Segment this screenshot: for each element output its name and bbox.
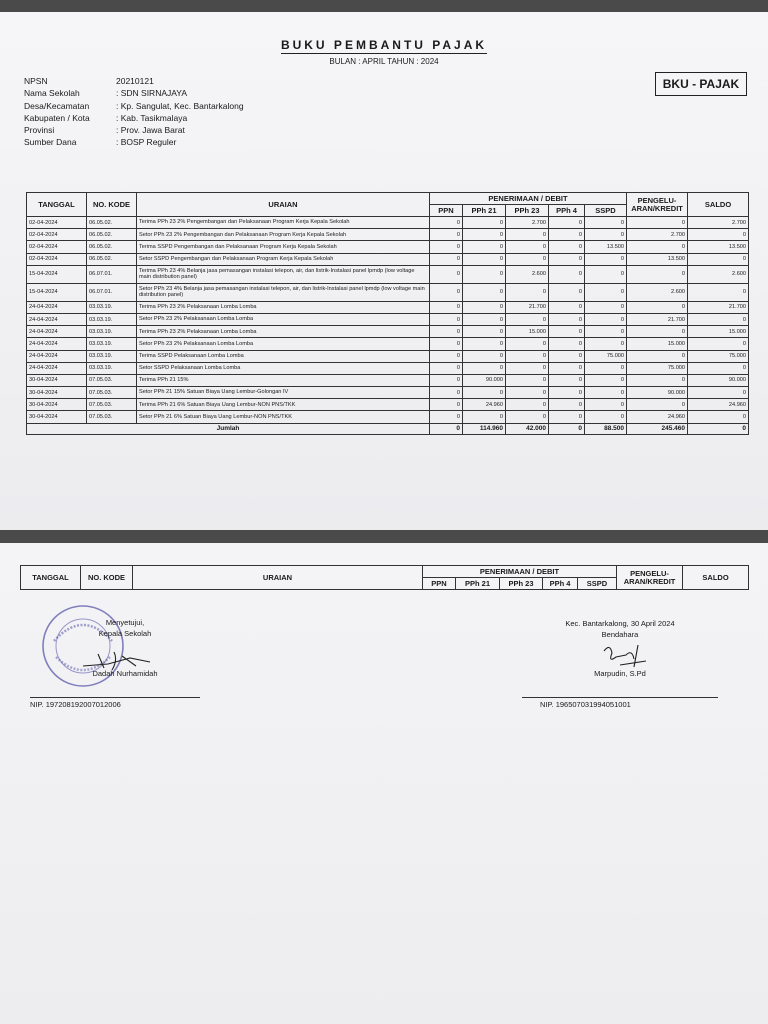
document-title: BUKU PEMBANTU PAJAK (280, 38, 488, 52)
table-row (27, 411, 749, 423)
table-row (27, 301, 749, 313)
cell-pph4: 0 (549, 387, 585, 399)
cell-ppn: 0 (430, 229, 463, 241)
cell-sspd: 0 (585, 399, 627, 411)
cell-pph21: 0 (463, 313, 506, 325)
cell-pph23: 21.700 (506, 301, 549, 313)
cell-kredit: 2.700 (627, 229, 688, 241)
right-signatory-title: Bendahara (601, 630, 639, 639)
cell-pph21: 0 (463, 265, 506, 283)
cell-sspd: 0 (585, 229, 627, 241)
table-row (27, 241, 749, 253)
cell-sspd: 0 (585, 301, 627, 313)
cell-kredit: 13.500 (627, 253, 688, 265)
cell-ppn: 0 (430, 374, 463, 386)
cell-uraian: Terima PPh 23 2% Pelaksanaan Lomba Lomba (137, 301, 430, 313)
cell-kredit: 0 (627, 241, 688, 253)
header-ppn-p2: PPN (423, 578, 456, 590)
cell-kredit: 0 (627, 326, 688, 338)
table-row (27, 350, 749, 362)
header-uraian: URAIAN (137, 193, 430, 217)
cell-tanggal: 30-04-2024 (27, 374, 87, 386)
cell-sspd: 0 (585, 326, 627, 338)
cell-pph21: 0 (463, 411, 506, 423)
header-kode-p2: NO. KODE (81, 566, 133, 590)
cell-ppn: 0 (430, 350, 463, 362)
cell-saldo: 15.000 (688, 326, 749, 338)
cell-pph4: 0 (549, 265, 585, 283)
total-pph23: 42.000 (506, 423, 549, 434)
total-pph21: 114.960 (463, 423, 506, 434)
cell-pph23: 2.700 (506, 217, 549, 229)
cell-sspd: 0 (585, 253, 627, 265)
left-signatory-name: Dadah Nurhamidah (92, 669, 158, 678)
cell-ppn: 0 (430, 241, 463, 253)
cell-kode: 06.05.02. (87, 217, 137, 229)
cell-pph4: 0 (549, 301, 585, 313)
cell-tanggal: 02-04-2024 (27, 253, 87, 265)
cell-tanggal: 02-04-2024 (27, 229, 87, 241)
cell-pph4: 0 (549, 229, 585, 241)
cell-sspd: 75.000 (585, 350, 627, 362)
info-row-province: Provinsi : Prov. Jawa Barat (24, 125, 185, 136)
left-signatory-title2: Kepala Sekolah (98, 629, 152, 638)
table-row (27, 362, 749, 374)
cell-kode: 03.03.19. (87, 301, 137, 313)
cell-ppn: 0 (430, 253, 463, 265)
cell-pph4: 0 (549, 326, 585, 338)
right-signatory-name: Marpudin, S.Pd (594, 669, 646, 678)
table-row (27, 217, 749, 229)
cell-sspd: 0 (585, 217, 627, 229)
cell-pph4: 0 (549, 253, 585, 265)
cell-saldo: 2.600 (688, 265, 749, 283)
cell-sspd: 0 (585, 362, 627, 374)
cell-pph21: 0 (463, 362, 506, 374)
tax-ledger-table (26, 192, 749, 435)
total-pph4: 0 (549, 423, 585, 434)
table-row (27, 326, 749, 338)
cell-tanggal: 30-04-2024 (27, 411, 87, 423)
cell-ppn: 0 (430, 283, 463, 301)
cell-pph23: 0 (506, 338, 549, 350)
cell-ppn: 0 (430, 313, 463, 325)
cell-kode: 03.03.19. (87, 338, 137, 350)
header-pph4: PPh 4 (549, 205, 585, 217)
cell-sspd: 0 (585, 338, 627, 350)
table-row (27, 399, 749, 411)
cell-uraian: Setor PPh 23 2% Pelaksanaan Lomba Lomba (137, 338, 430, 350)
cell-ppn: 0 (430, 338, 463, 350)
cell-pph4: 0 (549, 411, 585, 423)
header-pengeluaran-p2: PENGELU-ARAN/KREDIT (617, 566, 683, 590)
month-year-line: BULAN : APRIL TAHUN : 2024 (329, 57, 439, 66)
cell-pph23: 0 (506, 253, 549, 265)
cell-saldo: 0 (688, 229, 749, 241)
header-pph23: PPh 23 (506, 205, 549, 217)
cell-saldo: 0 (688, 313, 749, 325)
table-row (27, 387, 749, 399)
total-kredit: 245.460 (627, 423, 688, 434)
total-saldo: 0 (688, 423, 749, 434)
total-row (27, 423, 749, 434)
cell-tanggal: 24-04-2024 (27, 350, 87, 362)
cell-pph21: 0 (463, 229, 506, 241)
cell-tanggal: 30-04-2024 (27, 387, 87, 399)
header-sspd-p2: SSPD (578, 578, 617, 590)
cell-ppn: 0 (430, 326, 463, 338)
school-info (24, 75, 244, 149)
cell-uraian: Setor SSPD Pengembangan dan Pelaksanaan Program Kerja Kepala Sekolah (137, 253, 430, 265)
cell-uraian: Terima PPh 23 2% Pengembangan dan Pelaksanaan Program Kerja Kepala Sekolah (137, 217, 430, 229)
header-saldo: SALDO (688, 193, 749, 217)
cell-kredit: 21.700 (627, 313, 688, 325)
table-row (27, 283, 749, 301)
header-ppn: PPN (430, 205, 463, 217)
header-pph21-p2: PPh 21 (456, 578, 500, 590)
cell-kode: 06.07.01. (87, 283, 137, 301)
cell-sspd: 0 (585, 313, 627, 325)
cell-uraian: Setor PPh 23 4% Belanja jasa pemasangan instalasi telepon, air, dan listrik-Instalasi panel lpmdp (low voltage main distribution panel) (137, 283, 430, 301)
cell-uraian: Setor PPh 23 2% Pelaksanaan Lomba Lomba (137, 313, 430, 325)
cell-tanggal: 24-04-2024 (27, 362, 87, 374)
cell-kode: 03.03.19. (87, 362, 137, 374)
tax-ledger-header-repeat (20, 565, 749, 590)
cell-kredit: 0 (627, 350, 688, 362)
cell-kredit: 90.000 (627, 387, 688, 399)
cell-kredit: 0 (627, 301, 688, 313)
cell-kredit: 15.000 (627, 338, 688, 350)
cell-ppn: 0 (430, 362, 463, 374)
header-kode: NO. KODE (87, 193, 137, 217)
cell-saldo: 2.700 (688, 217, 749, 229)
cell-uraian: Terima SSPD Pengembangan dan Pelaksanaan Program Kerja Kepala Sekolah (137, 241, 430, 253)
cell-pph23: 0 (506, 374, 549, 386)
cell-pph4: 0 (549, 217, 585, 229)
cell-pph4: 0 (549, 374, 585, 386)
cell-sspd: 0 (585, 283, 627, 301)
cell-saldo: 13.500 (688, 241, 749, 253)
cell-tanggal: 15-04-2024 (27, 283, 87, 301)
cell-pph23: 0 (506, 313, 549, 325)
right-signature-icon (598, 641, 650, 671)
cell-tanggal: 30-04-2024 (27, 399, 87, 411)
cell-pph4: 0 (549, 350, 585, 362)
cell-kredit: 75.000 (627, 362, 688, 374)
cell-kode: 03.03.19. (87, 326, 137, 338)
header-uraian-p2: URAIAN (133, 566, 423, 590)
cell-pph23: 0 (506, 229, 549, 241)
cell-kode: 07.05.03. (87, 387, 137, 399)
table-row (27, 313, 749, 325)
cell-tanggal: 02-04-2024 (27, 241, 87, 253)
cell-saldo: 0 (688, 362, 749, 374)
cell-saldo: 0 (688, 338, 749, 350)
cell-uraian: Setor PPh 21 6% Satuan Biaya Uang Lembur-NON PNS/TKK (137, 411, 430, 423)
cell-saldo: 0 (688, 283, 749, 301)
header-tanggal-p2: TANGGAL (21, 566, 81, 590)
cell-sspd: 0 (585, 265, 627, 283)
cell-kode: 06.07.01. (87, 265, 137, 283)
cell-pph21: 0 (463, 350, 506, 362)
cell-saldo: 21.700 (688, 301, 749, 313)
cell-kode: 03.03.19. (87, 350, 137, 362)
cell-kredit: 0 (627, 265, 688, 283)
left-signatory-nip: NIP. 197208192007012006 (30, 700, 121, 709)
cell-pph4: 0 (549, 313, 585, 325)
header-pph4-p2: PPh 4 (543, 578, 578, 590)
cell-pph4: 0 (549, 362, 585, 374)
table-row (27, 374, 749, 386)
cell-ppn: 0 (430, 301, 463, 313)
cell-saldo: 75.000 (688, 350, 749, 362)
header-sspd: SSPD (585, 205, 627, 217)
cell-pph21: 0 (463, 301, 506, 313)
cell-pph21: 0 (463, 253, 506, 265)
cell-ppn: 0 (430, 265, 463, 283)
cell-pph23: 0 (506, 362, 549, 374)
table-row (27, 253, 749, 265)
right-signature-line (522, 697, 718, 698)
right-place-date: Kec. Bantarkalong, 30 April 2024 (565, 619, 675, 628)
cell-pph21: 0 (463, 283, 506, 301)
cell-uraian: Terima PPh 23 4% Belanja jasa pemasangan instalasi telepon, air, dan listrik-Instalasi panel lpmdp (low voltage main distribution panel) (137, 265, 430, 283)
cell-uraian: Setor SSPD Pelaksanaan Lomba Lomba (137, 362, 430, 374)
cell-pph23: 0 (506, 241, 549, 253)
bku-pajak-badge: BKU - PAJAK (655, 72, 747, 96)
cell-saldo: 0 (688, 387, 749, 399)
cell-uraian: Setor PPh 23 2% Pengembangan dan Pelaksanaan Program Kerja Kepala Sekolah (137, 229, 430, 241)
cell-uraian: Terima PPh 23 2% Pelaksanaan Lomba Lomba (137, 326, 430, 338)
cell-saldo: 24.960 (688, 399, 749, 411)
cell-sspd: 13.500 (585, 241, 627, 253)
header-pengeluaran: PENGELU-ARAN/KREDIT (627, 193, 688, 217)
header-penerimaan-p2: PENERIMAAN / DEBIT (423, 566, 617, 578)
cell-sspd: 0 (585, 374, 627, 386)
table-row (27, 229, 749, 241)
cell-kode: 06.05.02. (87, 253, 137, 265)
cell-uraian: Terima PPh 21 6% Satuan Biaya Uang Lembur-NON PNS/TKK (137, 399, 430, 411)
cell-pph21: 24.960 (463, 399, 506, 411)
cell-kode: 07.05.03. (87, 411, 137, 423)
cell-pph21: 0 (463, 387, 506, 399)
table-row (27, 338, 749, 350)
cell-pph4: 0 (549, 283, 585, 301)
cell-pph23: 0 (506, 283, 549, 301)
cell-pph23: 0 (506, 399, 549, 411)
cell-pph23: 2.600 (506, 265, 549, 283)
cell-kredit: 0 (627, 374, 688, 386)
info-row-fund-source: Sumber Dana : BOSP Reguler (24, 137, 177, 148)
cell-kode: 06.05.02. (87, 241, 137, 253)
header-saldo-p2: SALDO (683, 566, 749, 590)
cell-kredit: 0 (627, 217, 688, 229)
info-row-village: Desa/Kecamatan : Kp. Sangulat, Kec. Bantarkalong (24, 100, 244, 111)
cell-pph23: 0 (506, 411, 549, 423)
cell-pph21: 0 (463, 338, 506, 350)
cell-tanggal: 24-04-2024 (27, 313, 87, 325)
table-row (27, 265, 749, 283)
cell-pph4: 0 (549, 399, 585, 411)
total-label: Jumlah (27, 423, 430, 434)
right-signatory-nip: NIP. 196507031994051001 (540, 700, 631, 709)
cell-uraian: Terima SSPD Pelaksanaan Lomba Lomba (137, 350, 430, 362)
header-tanggal: TANGGAL (27, 193, 87, 217)
cell-tanggal: 15-04-2024 (27, 265, 87, 283)
cell-kode: 06.05.02. (87, 229, 137, 241)
header-pph21: PPh 21 (463, 205, 506, 217)
info-row-npsn: NPSN 20210121 (24, 76, 154, 86)
cell-ppn: 0 (430, 411, 463, 423)
cell-tanggal: 24-04-2024 (27, 338, 87, 350)
info-row-regency: Kabupaten / Kota : Kab. Tasikmalaya (24, 112, 188, 123)
cell-pph21: 0 (463, 217, 506, 229)
cell-tanggal: 24-04-2024 (27, 326, 87, 338)
cell-uraian: Terima PPh 21 15% (137, 374, 430, 386)
cell-kredit: 24.960 (627, 411, 688, 423)
cell-sspd: 0 (585, 411, 627, 423)
total-sspd: 88.500 (585, 423, 627, 434)
left-signatory-title1: Menyetujui, (105, 618, 145, 627)
cell-tanggal: 24-04-2024 (27, 301, 87, 313)
cell-pph21: 90.000 (463, 374, 506, 386)
document-page-1 (0, 12, 768, 530)
cell-kode: 07.05.03. (87, 399, 137, 411)
header-pph23-p2: PPh 23 (500, 578, 543, 590)
cell-pph4: 0 (549, 241, 585, 253)
cell-kode: 03.03.19. (87, 313, 137, 325)
cell-kredit: 2.600 (627, 283, 688, 301)
ledger-body (27, 217, 749, 424)
cell-pph21: 0 (463, 326, 506, 338)
cell-saldo: 90.000 (688, 374, 749, 386)
info-row-school: Nama Sekolah : SDN SIRNAJAYA (24, 88, 188, 99)
cell-pph23: 15.000 (506, 326, 549, 338)
document-page-2 (0, 543, 768, 1024)
cell-pph23: 0 (506, 387, 549, 399)
cell-pph21: 0 (463, 241, 506, 253)
cell-kode: 07.05.03. (87, 374, 137, 386)
cell-ppn: 0 (430, 217, 463, 229)
cell-tanggal: 02-04-2024 (27, 217, 87, 229)
cell-uraian: Setor PPh 21 15% Satuan Biaya Uang Lembur-Golongan IV (137, 387, 430, 399)
total-ppn: 0 (430, 423, 463, 434)
cell-pph23: 0 (506, 350, 549, 362)
cell-kredit: 0 (627, 399, 688, 411)
cell-pph4: 0 (549, 338, 585, 350)
cell-ppn: 0 (430, 387, 463, 399)
cell-ppn: 0 (430, 399, 463, 411)
left-signature-line (30, 697, 200, 698)
cell-sspd: 0 (585, 387, 627, 399)
cell-saldo: 0 (688, 253, 749, 265)
header-penerimaan: PENERIMAAN / DEBIT (430, 193, 627, 205)
cell-saldo: 0 (688, 411, 749, 423)
